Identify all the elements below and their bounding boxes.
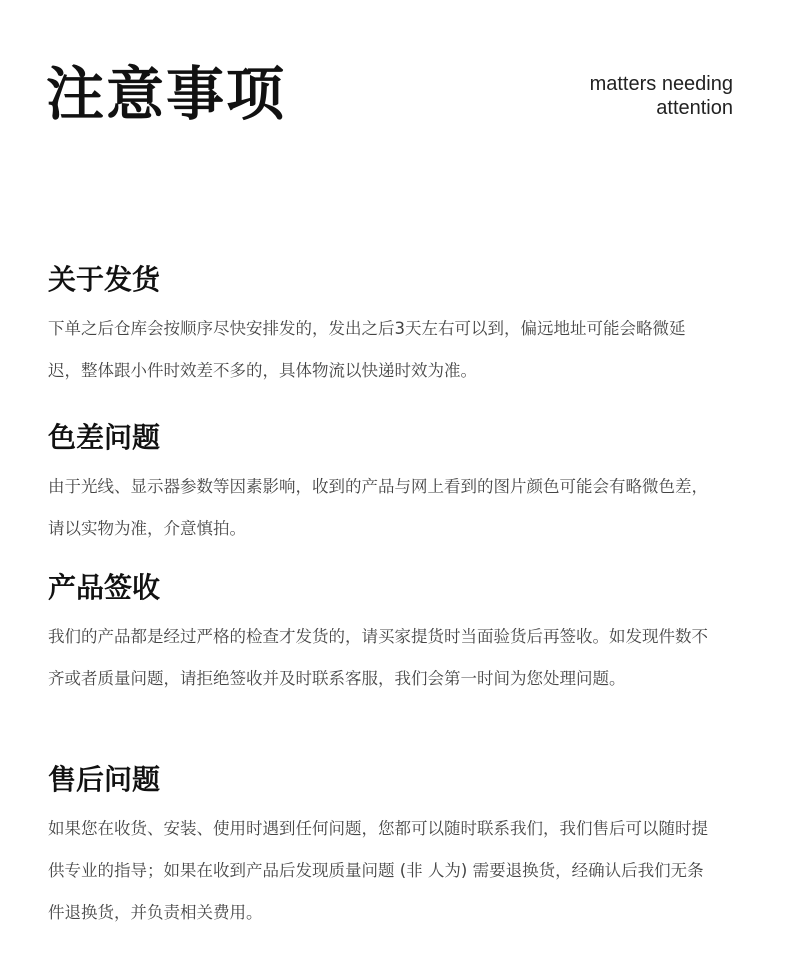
section-heading: 关于发货 bbox=[48, 263, 161, 296]
subtitle-line-1: matters needing bbox=[589, 73, 733, 95]
section-body: 我们的产品都是经过严格的检查才发货的，请买家提货时当面验货后再签收。如发现件数不齐或者质量问题，请拒绝签收并及时联系客服，我们会第一时间为您处理问题。 bbox=[48, 627, 708, 688]
section-shipping bbox=[48, 262, 718, 392]
section-delivery-receipt bbox=[48, 570, 718, 700]
section-heading: 色差问题 bbox=[48, 421, 161, 454]
section-after-sales bbox=[48, 762, 718, 934]
section-body: 如果您在收货、安装、使用时遇到任何问题，您都可以随时联系我们，我们售后可以随时提供专业的指导；如果在收到产品后发现质量问题 (非 人为) 需要退换货，经确认后我们无条件退换货，并负责相关费用。 bbox=[48, 819, 708, 922]
page-subtitle bbox=[590, 72, 733, 120]
section-body: 由于光线、显示器参数等因素影响，收到的产品与网上看到的图片颜色可能会有略微色差，请以实物为准，介意慎拍。 bbox=[48, 477, 708, 538]
subtitle-line-2: attention bbox=[656, 97, 733, 119]
section-heading: 售后问题 bbox=[48, 763, 161, 796]
page-title: 注意事项 bbox=[46, 60, 287, 128]
section-heading: 产品签收 bbox=[48, 571, 161, 604]
section-color-difference bbox=[48, 420, 718, 550]
section-body: 下单之后仓库会按顺序尽快安排发的，发出之后3天左右可以到，偏远地址可能会略微延迟，整体跟小件时效差不多的，具体物流以快递时效为准。 bbox=[48, 319, 686, 380]
